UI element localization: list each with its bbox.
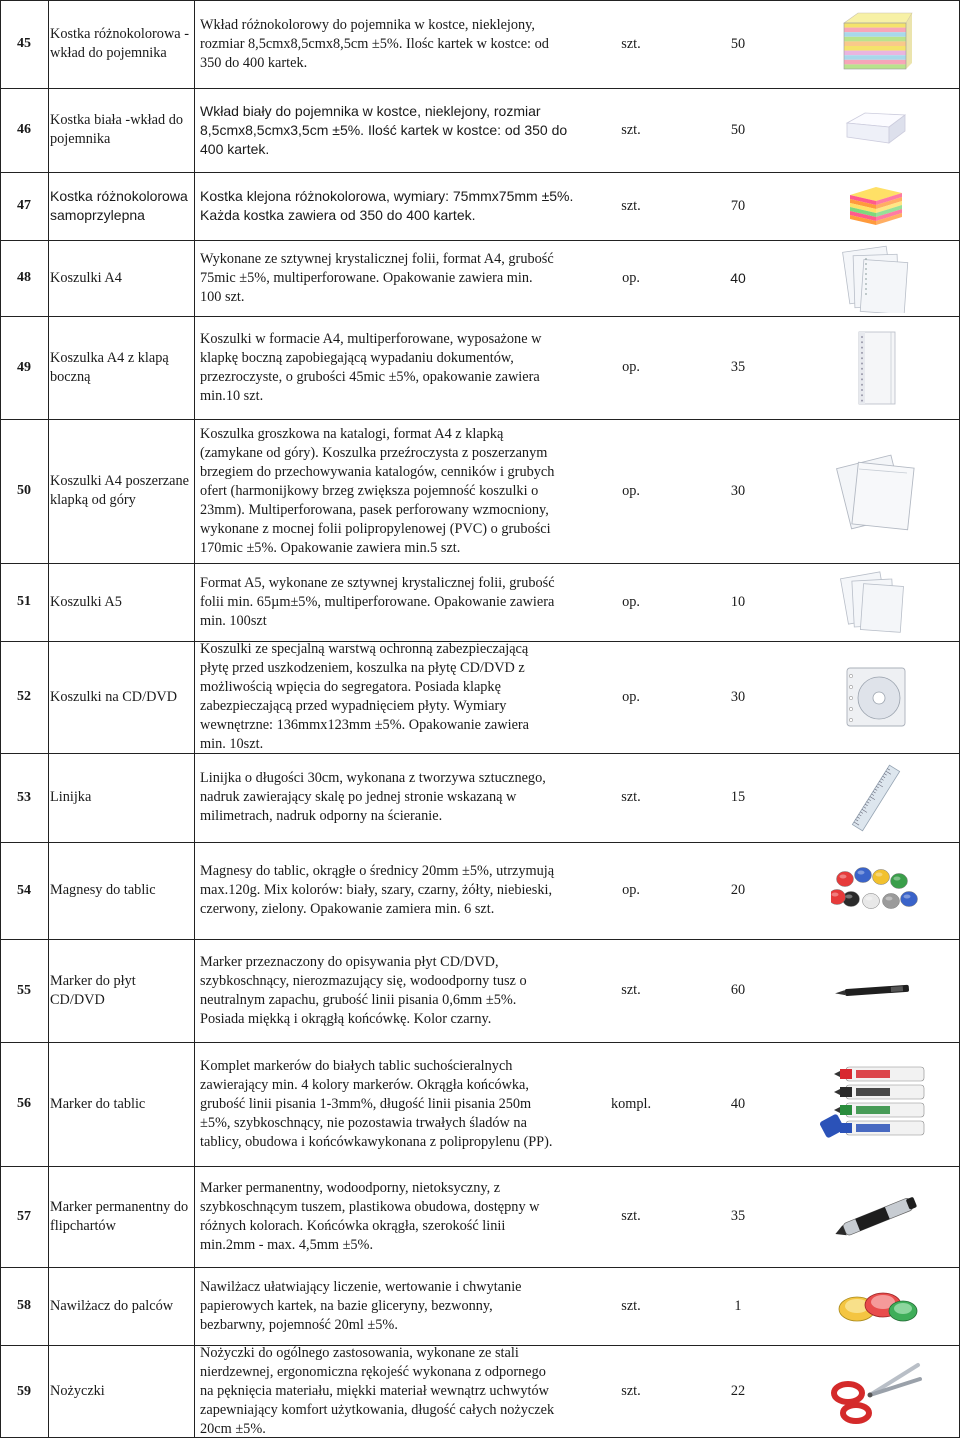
item-name-text: Marker permanentny do flipchartów xyxy=(50,1198,189,1234)
table-row xyxy=(0,88,960,172)
item-description xyxy=(198,842,578,939)
item-number-text: 45 xyxy=(17,36,31,51)
item-unit-text: op. xyxy=(622,882,640,898)
item-description xyxy=(198,1042,578,1166)
item-unit xyxy=(578,563,684,641)
item-number-text: 46 xyxy=(17,122,31,137)
item-number xyxy=(0,563,48,641)
item-description-text: Nawilżacz ułatwiający liczenie, wertowanie i chwytanie papierowych kartek, na bazie gliceryny, bezwonny, bezbarwny, pojemność 20ml ±5%. xyxy=(200,1278,522,1333)
item-quantity-text: 40 xyxy=(730,270,746,286)
item-unit-text: op. xyxy=(622,593,640,610)
item-description xyxy=(198,753,578,842)
item-quantity xyxy=(684,1267,792,1345)
item-number-text: 59 xyxy=(17,1383,31,1399)
item-description-text: Kostka klejona różnokolorowa, wymiary: 75mmx75mm ±5%. Każda kostka zawiera od 350 do 400 kartek. xyxy=(200,188,574,223)
item-number xyxy=(0,641,48,753)
item-number-text: 58 xyxy=(17,1298,31,1313)
item-quantity xyxy=(684,1166,792,1267)
item-description-text: Komplet markerów do białych tablic suchościeralnych zawierający min. 4 kolory markerów. Okrągła końcówka, grubość linii pisania 1-3mm%, długość linii pisania 250m ±5%, szybkoschnący, nie pozostawia trwałych śladów na tablicy, obudowa i końcówkawykonana z polipropylenu (PP). xyxy=(200,1057,553,1150)
item-description-text: Koszulki ze specjalną warstwą ochronną zabezpieczającą płytę przed uszkodzeniem, koszulka na płytę CD/DVD z możliwością wpięcia do segregatora. Posiada klapkę zabezpieczającą przed wypadnięciem płyty. Wymiary wewnętrzne: 136mmx123mm ±5%. Opakowanie zawiera min. 10szt. xyxy=(200,641,530,752)
item-name xyxy=(48,842,194,939)
table-row xyxy=(0,1042,960,1166)
item-number-text: 50 xyxy=(17,483,31,498)
item-name xyxy=(48,1042,194,1166)
item-unit xyxy=(578,1345,684,1438)
item-name xyxy=(48,563,194,641)
item-description-text: Koszulki w formacie A4, multiperforowane, wyposażone w klapkę boczną zapobiegającą wypadaniu dokumentów, przezroczyste, o grubości 45mic ±5%, opakowanie zawiera min.10 szt. xyxy=(200,330,542,404)
paper-cube-white-icon xyxy=(792,88,960,172)
item-name-text: Koszulki A4 poszerzane klapką od góry xyxy=(50,473,189,508)
sticky-notes-icon xyxy=(792,172,960,240)
table-row xyxy=(0,419,960,563)
item-name-text: Marker do tablic xyxy=(50,1095,146,1112)
item-name xyxy=(48,1267,194,1345)
item-unit xyxy=(578,172,684,240)
permanent-marker-icon xyxy=(792,1166,960,1267)
item-description xyxy=(198,939,578,1042)
item-unit-text: kompl. xyxy=(610,1095,652,1112)
item-description-text: Linijka o długości 30cm, wykonana z tworzywa sztucznego, nadruk zawierający skalę po jednej stronie wskazaną w milimetrach, nadruk odporny na ścieranie. xyxy=(200,770,546,824)
cd-marker-icon xyxy=(792,939,960,1042)
item-quantity xyxy=(684,419,792,563)
item-unit-text: szt. xyxy=(621,789,641,805)
item-description-text: Format A5, wykonane ze sztywnej krystalicznej folii, grubość folii min. 65µm±5%, multiperforowane. Opakowanie zawiera min. 100szt xyxy=(200,574,555,629)
item-number-text: 52 xyxy=(17,689,31,704)
item-number xyxy=(0,939,48,1042)
item-quantity xyxy=(684,1042,792,1166)
finger-moistener-icon xyxy=(792,1267,960,1345)
item-quantity-text: 15 xyxy=(730,789,746,805)
item-unit-text: szt. xyxy=(621,1208,641,1224)
item-description xyxy=(198,641,578,753)
item-unit-text: szt. xyxy=(621,982,641,998)
item-quantity xyxy=(684,641,792,753)
item-unit-text: op. xyxy=(622,359,640,375)
item-number-text: 55 xyxy=(17,982,31,998)
item-unit-text: szt. xyxy=(621,35,641,52)
item-quantity-text: 10 xyxy=(730,593,746,610)
item-quantity-text: 30 xyxy=(730,482,746,499)
item-description-text: Wkład biały do pojemnika w kostce, nieklejony, rozmiar 8,5cmx8,5cmx3,5cm ±5%. Ilość kartek w kostce: od 350 do 400 kartek. xyxy=(200,102,568,157)
item-unit xyxy=(578,316,684,419)
item-unit-text: szt. xyxy=(621,121,641,138)
whiteboard-markers-icon xyxy=(792,1042,960,1166)
item-unit xyxy=(578,1166,684,1267)
sheet-protector-flap-icon xyxy=(792,316,960,419)
table-row xyxy=(0,842,960,939)
item-number xyxy=(0,842,48,939)
magnets-icon xyxy=(792,842,960,939)
item-quantity xyxy=(684,939,792,1042)
item-number xyxy=(0,0,48,88)
table-row xyxy=(0,172,960,240)
item-number xyxy=(0,419,48,563)
item-number-text: 53 xyxy=(17,789,31,805)
item-name xyxy=(48,0,194,88)
item-quantity-text: 1 xyxy=(734,1297,742,1314)
item-number-text: 47 xyxy=(17,198,31,213)
item-quantity-text: 22 xyxy=(730,1383,746,1399)
item-unit xyxy=(578,419,684,563)
item-number-text: 56 xyxy=(17,1096,31,1111)
item-unit xyxy=(578,88,684,172)
item-quantity-text: 60 xyxy=(730,982,746,998)
item-name-text: Marker do płyt CD/DVD xyxy=(50,972,136,1008)
item-unit-text: szt. xyxy=(621,197,641,214)
item-description xyxy=(198,240,578,316)
item-unit xyxy=(578,939,684,1042)
item-number xyxy=(0,240,48,316)
expanding-sheet-protector-icon xyxy=(792,419,960,563)
item-number-text: 54 xyxy=(17,882,31,898)
item-unit xyxy=(578,753,684,842)
item-number-text: 48 xyxy=(17,270,31,285)
item-name xyxy=(48,316,194,419)
item-description xyxy=(198,316,578,419)
item-unit-text: op. xyxy=(622,688,640,705)
item-number xyxy=(0,172,48,240)
item-quantity xyxy=(684,753,792,842)
item-quantity xyxy=(684,172,792,240)
item-name xyxy=(48,753,194,842)
item-name-text: Kostka różnokolorowa samoprzylepna xyxy=(50,188,188,223)
item-name-text: Kostka różnokolorowa - wkład do pojemnika xyxy=(50,26,189,61)
item-description xyxy=(198,1345,578,1438)
table-row xyxy=(0,316,960,419)
item-description-text: Nożyczki do ogólnego zastosowania, wykonane ze stali nierdzewnej, ergonomiczna rękojeść wykonana z odpornego na pęknięcia materiału, miękki materiał wewnątrz uchwytów zapewniający komfort użytkowania, długość całych nożyczek 20cm ±5%. xyxy=(200,1345,555,1437)
paper-cube-colored-icon xyxy=(792,0,960,88)
item-unit-text: szt. xyxy=(621,1297,641,1314)
item-name-text: Koszulka A4 z klapą boczną xyxy=(50,349,169,385)
item-quantity xyxy=(684,842,792,939)
item-unit xyxy=(578,1267,684,1345)
item-name-text: Nawilżacz do palców xyxy=(50,1297,174,1314)
item-quantity xyxy=(684,563,792,641)
item-description xyxy=(198,0,578,88)
item-quantity xyxy=(684,316,792,419)
table-row xyxy=(0,753,960,842)
item-quantity xyxy=(684,88,792,172)
table-row xyxy=(0,240,960,316)
item-name-text: Kostka biała -wkład do pojemnika xyxy=(50,112,184,147)
item-name-text: Koszulki A4 xyxy=(50,269,122,286)
table-row xyxy=(0,1267,960,1345)
item-description xyxy=(198,1267,578,1345)
item-name xyxy=(48,641,194,753)
item-unit xyxy=(578,842,684,939)
item-number xyxy=(0,316,48,419)
item-description xyxy=(198,172,578,240)
item-description-text: Wkład różnokolorowy do pojemnika w kostce, nieklejony, rozmiar 8,5cmx8,5cmx8,5cm ±5%. Ilośc kartek w kostce: od 350 do 400 kartek. xyxy=(200,16,549,71)
item-name xyxy=(48,939,194,1042)
scissors-icon xyxy=(792,1345,960,1438)
item-name xyxy=(48,240,194,316)
item-description-text: Marker przeznaczony do opisywania płyt CD/DVD, szybkoschnący, nierozmazujący się, wodoodporny tusz o neutralnym zapachu, grubość linii pisania 0,6mm ±5%. Posiada miękką i okrągłą końcówkę. Kolor czarny. xyxy=(200,953,527,1027)
item-name xyxy=(48,1345,194,1438)
item-quantity-text: 50 xyxy=(730,121,746,138)
sheet-protectors-icon xyxy=(792,240,960,316)
item-unit xyxy=(578,0,684,88)
item-description xyxy=(198,1166,578,1267)
item-number-text: 51 xyxy=(17,594,31,609)
item-quantity xyxy=(684,0,792,88)
item-number xyxy=(0,1267,48,1345)
item-name-text: Koszulki A5 xyxy=(50,593,122,610)
item-name-text: Nożyczki xyxy=(50,1383,105,1399)
item-number xyxy=(0,1166,48,1267)
item-description xyxy=(198,563,578,641)
table-row xyxy=(0,563,960,641)
item-unit xyxy=(578,1042,684,1166)
item-quantity xyxy=(684,1345,792,1438)
item-quantity-text: 70 xyxy=(730,197,746,214)
item-quantity-text: 40 xyxy=(730,1095,746,1112)
item-name xyxy=(48,419,194,563)
item-name xyxy=(48,1166,194,1267)
ruler-icon xyxy=(792,753,960,842)
table-row xyxy=(0,0,960,88)
item-unit xyxy=(578,240,684,316)
item-number-text: 57 xyxy=(17,1208,31,1224)
item-name xyxy=(48,172,194,240)
item-description-text: Magnesy do tablic, okrągłe o średnicy 20mm ±5%, utrzymują max.120g. Mix kolorów: biały, szary, czarny, żółty, niebieski, czerwony, zielony. Opakowanie zamiera min. 6 szt. xyxy=(200,863,555,917)
item-number xyxy=(0,753,48,842)
item-unit-text: szt. xyxy=(621,1383,641,1399)
table-row xyxy=(0,1345,960,1438)
item-description-text: Wykonane ze sztywnej krystalicznej folii, format A4, grubość 75mic ±5%, multiperforowane. Opakowanie zawiera min. 100 szt. xyxy=(200,250,554,305)
item-unit xyxy=(578,641,684,753)
table-row xyxy=(0,939,960,1042)
item-name-text: Koszulki na CD/DVD xyxy=(50,688,178,705)
item-name-text: Linijka xyxy=(50,789,92,805)
item-number xyxy=(0,1042,48,1166)
table-row xyxy=(0,1166,960,1267)
table-row xyxy=(0,641,960,753)
item-description-text: Koszulka groszkowa na katalogi, format A4 z klapką (zamykane od góry). Koszulka przeźroczysta z poszerzanym brzegiem do przechowywania katalogów, cenników i grubych ofert (harmonijkowy brzeg zwiększa pojemność koszulki o 23mm). Multiperforowana, pasek perforowany wzmocniony, wykonane z mocnej folii polipropylenowej (PVC) o grubości 170mic ±5%. Opakowanie zawiera min.5 szt. xyxy=(200,425,555,556)
item-name-text: Magnesy do tablic xyxy=(50,882,156,898)
item-unit-text: op. xyxy=(622,269,640,286)
item-number xyxy=(0,88,48,172)
item-number-text: 49 xyxy=(17,359,31,375)
item-quantity-text: 20 xyxy=(730,882,746,898)
item-number xyxy=(0,1345,48,1438)
item-quantity-text: 35 xyxy=(730,1208,746,1224)
item-description-text: Marker permanentny, wodoodporny, nietoksyczny, z szybkoschnącym tuszem, plastikowa obudowa, dostępny w różnych kolorach. Końcówka okrągła, szerokość linii min.2mm - max. 4,5mm ±5%. xyxy=(200,1179,540,1253)
item-quantity-text: 35 xyxy=(730,359,746,375)
sheet-protectors-a5-icon xyxy=(792,563,960,641)
item-name xyxy=(48,88,194,172)
item-description xyxy=(198,88,578,172)
item-unit-text: op. xyxy=(622,482,640,499)
item-quantity-text: 50 xyxy=(730,35,746,52)
item-description xyxy=(198,419,578,563)
item-quantity-text: 30 xyxy=(730,688,746,705)
item-quantity xyxy=(684,240,792,316)
cd-sleeve-icon xyxy=(792,641,960,753)
